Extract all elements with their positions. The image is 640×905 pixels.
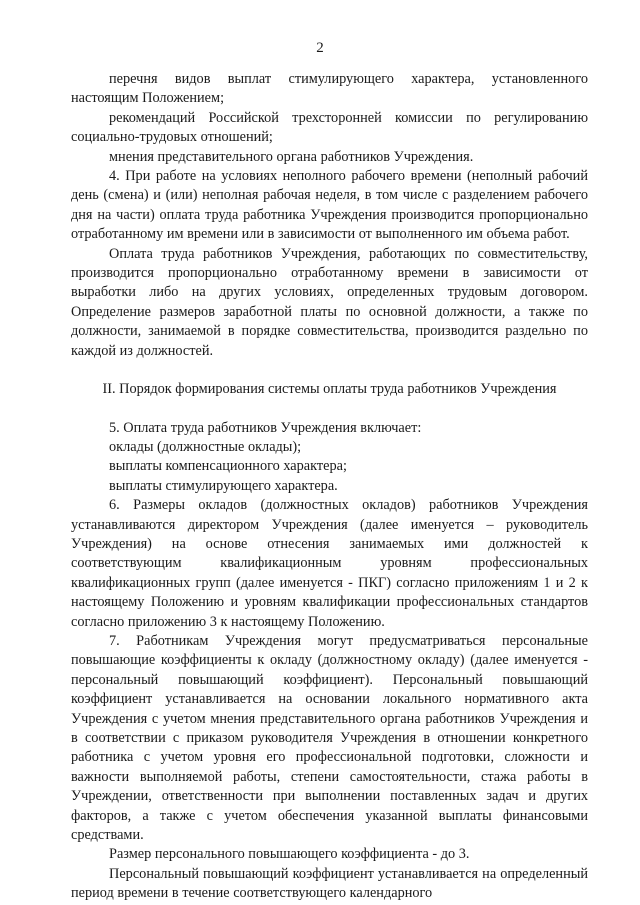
paragraph: 4. При работе на условиях неполного рабочего времени (неполный рабочий день (смена) и (или) неполная рабочая неделя, в том числе с разделением рабочего дня на части) оплата труда работника Учреждения производится пропорционально отработанному им времени или в зависимости от выполненного им объема работ. (71, 168, 588, 243)
paragraph: Оплата труда работников Учреждения, работающих по совместительству, производится пропорционально отработанному времени в зависимости от выработки либо на других условиях, определенных трудовым договором. Определение размеров заработной платы по основной должности, а также по должности, занимаемой в порядке совместительства, производится раздельно по каждой из должностей. (71, 245, 588, 359)
page-number: 2 (316, 40, 324, 56)
paragraph: выплаты компенсационного характера; (109, 458, 347, 475)
paragraph: выплаты стимулирующего характера. (109, 477, 338, 494)
paragraph: рекомендаций Российской трехсторонней комиссии по регулированию социально-трудовых отношений; (71, 109, 588, 146)
paragraph: Персональный повышающий коэффициент устанавливается на определенный период времени в течение соответствующего календарного (71, 865, 588, 902)
paragraph: 7. Работникам Учреждения могут предусматриваться персональные повышающие коэффициенты к окладу (должностному окладу) (далее именуется - персональный повышающий коэффициент). Персональный повышающий коэффициент устанавливается на основании локального нормативного акта Учреждения с учетом мнения представительного органа работников Учреждения и в соответствии с приказом руководителя Учреждения в отношении конкретного работника с учетом уровня его профессиональной подготовки, сложности и важности выполняемой работы, степени самостоятельности, стажа работы в Учреждении, ответственности при выполнении поставленных задач и других факторов, а также с учетом обеспечения указанной выплаты финансовыми средствами. (71, 632, 588, 844)
paragraph: мнения представительного органа работников Учреждения. (109, 148, 474, 165)
document-body (71, 70, 588, 904)
paragraph: 5. Оплата труда работников Учреждения включает: (109, 419, 422, 436)
paragraph: 6. Размеры окладов (должностных окладов) работников Учреждения устанавливаются директором Учреждения (далее именуется – руководитель Учреждения) на основе отнесения занимаемых ими должностей к соответствующим квалификационным уровням профессиональных квалификационных групп (далее именуется - ПКГ) согласно приложениям 1 и 2 к настоящему Положению и уровням квалификации профессиональных стандартов согласно приложению 3 к настоящему Положению. (71, 497, 588, 630)
section-heading: II. Порядок формирования системы оплаты труда работников Учреждения (102, 381, 557, 398)
paragraph: Размер персонального повышающего коэффициента - до 3. (109, 846, 470, 863)
paragraph: перечня видов выплат стимулирующего характера, установленного настоящим Положением; (71, 71, 588, 107)
paragraph: оклады (должностные оклады); (109, 438, 302, 455)
